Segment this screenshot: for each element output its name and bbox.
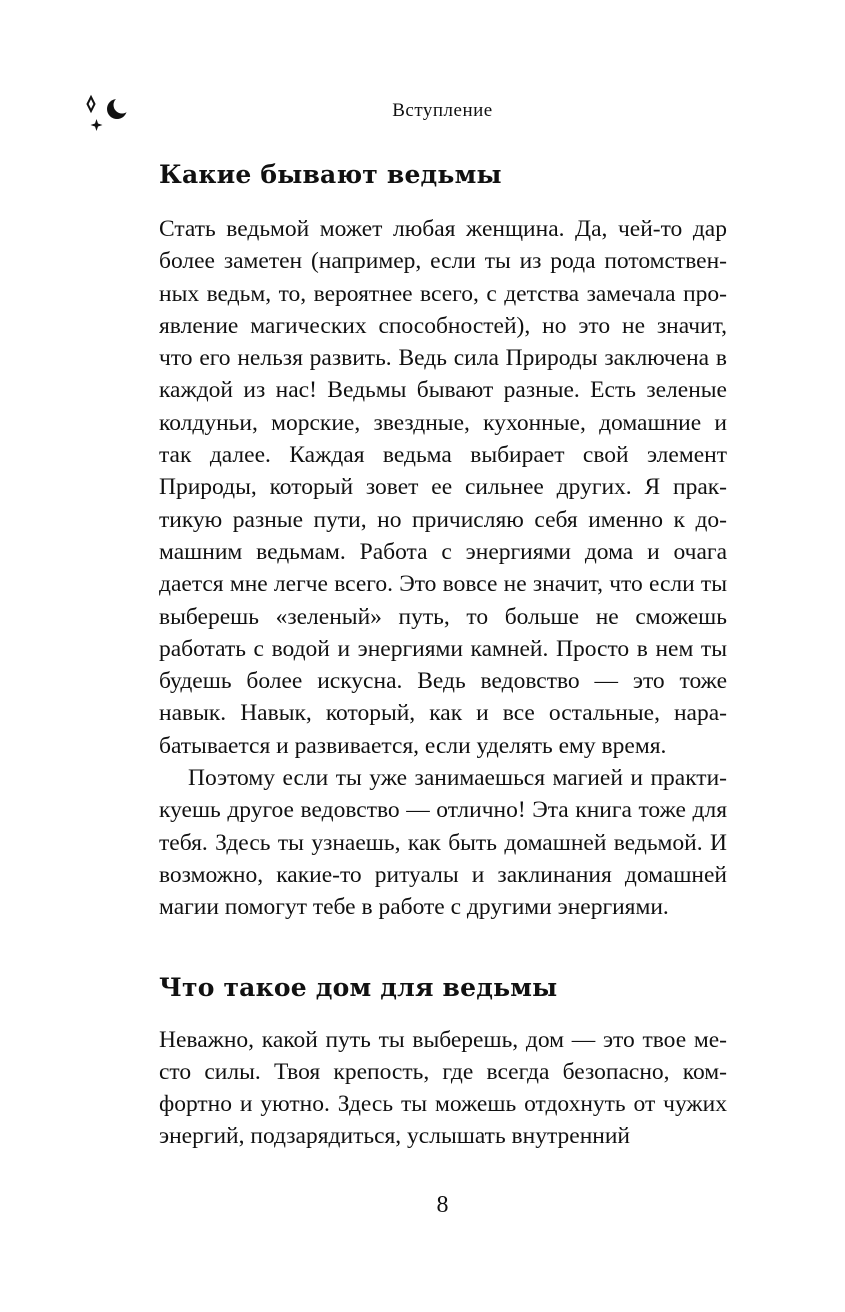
section-heading-witch-types: Какие бывают ведьмы (159, 160, 502, 189)
paragraph-witch-types-2: Поэтому если ты уже занимаешься магией и практикуешь другое ведовство — отлично! Эта книга тоже для тебя. Здесь ты узнаешь, как быть домашней ведьмой. И возможно, какие-то ритуалы и заклинания домашней магии помогут тебе в работе с другими энергиями. (159, 765, 727, 921)
running-title: Вступление (392, 100, 493, 121)
page-number: 8 (436, 1192, 449, 1218)
paragraph-home-1: Неважно, какой путь ты выберешь, дом — это твое место силы. Твоя крепость, где всегда безопасно, комфортно и уютно. Здесь ты можешь отдохнуть от чужих энергий, подзарядиться, услышать внутренний (159, 1026, 727, 1150)
paragraph-witch-types-1: Стать ведьмой может любая женщина. Да, чей-то дар более заметен (например, если ты из рода потомственных ведьм, то, вероятнее всего, с детства замечала проявление магических способностей), но это не значит, что его нельзя развить. Ведь сила Природы заключена в каждой из нас! Ведьмы бывают разные. Есть зеленые колдуньи, морские, звездные, кухонные, домашние и так далее. Каждая ведьма выбирает свой элемент Природы, который зовет ее сильнее других. Я практикую разные пути, но причисляю себя именно к домашним ведьмам. Работа с энергиями дома и очага дается мне легче всего. Это вовсе не значит, что если ты выберешь «зеленый» путь, то больше не сможешь работать с водой и энергиями камней. Просто в нем ты будешь более искусна. Ведь ведовство — это тоже навык. Навык, который, как и все остальные, нарабатывается и развивается, если уделять ему время. (159, 216, 727, 759)
section-heading-home: Что такое дом для ведьмы (159, 972, 558, 1002)
page-body (159, 155, 727, 1153)
